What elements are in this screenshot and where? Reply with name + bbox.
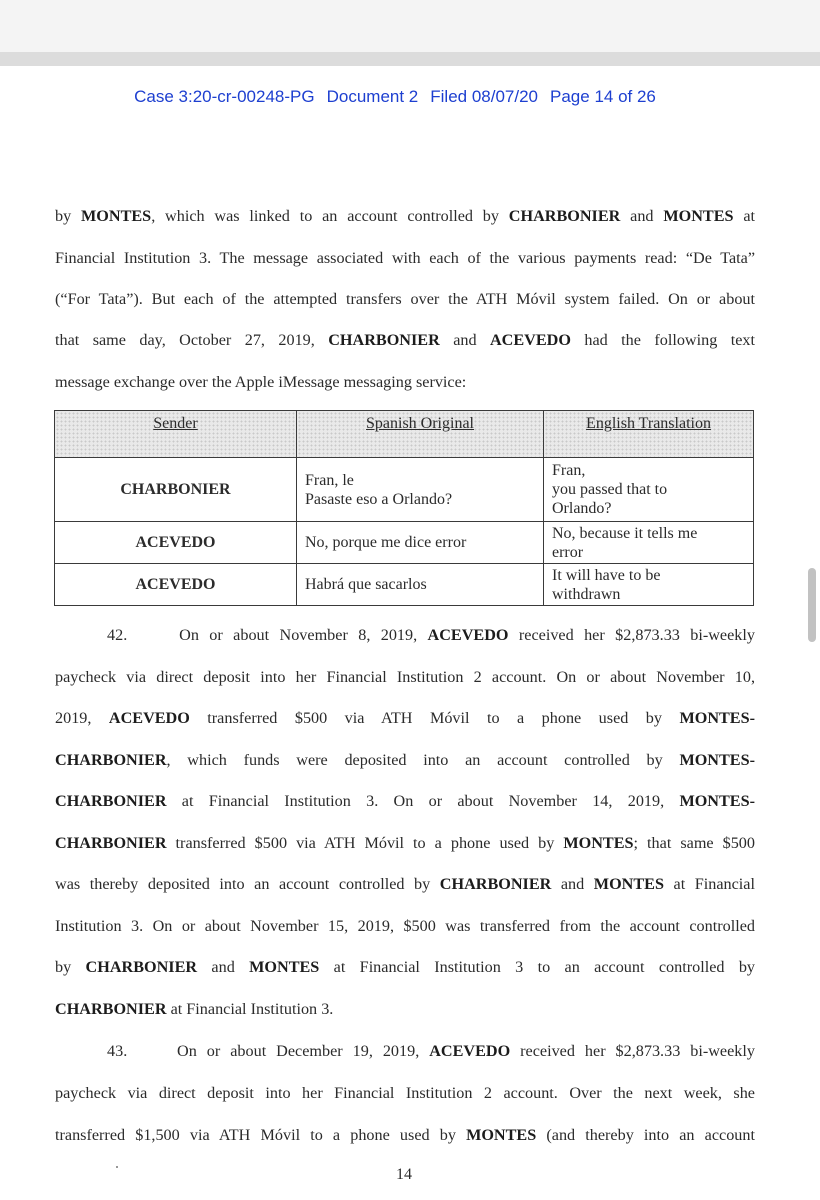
table-row — [55, 458, 754, 522]
row-english: It will have to be withdrawn — [544, 564, 754, 606]
para-42-line: 42. On or about November 8, 2019, ACEVEDO received her $2,873.33 bi-weekly — [107, 626, 755, 644]
row-sender: ACEVEDO — [55, 564, 297, 606]
para-42-line: CHARBONIER at Financial Institution 3. — [55, 1000, 334, 1018]
scrollbar-thumb[interactable] — [808, 568, 816, 642]
para-43-line: paycheck via direct deposit into her Financial Institution 2 account. Over the next week, she — [55, 1084, 755, 1102]
para-43-line: 43. On or about December 19, 2019, ACEVEDO received her $2,873.33 bi-weekly — [107, 1042, 755, 1060]
message-table — [54, 410, 754, 606]
page-count: Page 14 of 26 — [550, 87, 656, 106]
case-header — [0, 87, 790, 107]
viewer-divider — [0, 52, 820, 66]
row-sender: ACEVEDO — [55, 522, 297, 564]
viewer-top-bar — [0, 0, 820, 52]
para-42-line: Institution 3. On or about November 15, 2019, $500 was transferred from the account controlled — [55, 917, 755, 935]
table-row — [55, 564, 754, 606]
case-number: Case 3:20-cr-00248-PG — [134, 87, 315, 106]
row-spanish: Fran, le Pasaste eso a Orlando? — [297, 458, 544, 522]
para-42-line: CHARBONIER transferred $500 via ATH Móvil to a phone used by MONTES; that same $500 — [55, 834, 755, 852]
para-42-line: 2019, ACEVEDO transferred $500 via ATH Móvil to a phone used by MONTES- — [55, 709, 755, 727]
row-english: No, because it tells me error — [544, 522, 754, 564]
para-42-line: was thereby deposited into an account controlled by CHARBONIER and MONTES at Financial — [55, 875, 755, 893]
table-header-row — [55, 411, 754, 458]
table-row — [55, 522, 754, 564]
row-spanish: Habrá que sacarlos — [297, 564, 544, 606]
intro-line: (“For Tata”). But each of the attempted transfers over the ATH Móvil system failed. On or about — [55, 290, 755, 308]
filed-date: Filed 08/07/20 — [430, 87, 539, 106]
row-english: Fran, you passed that to Orlando? — [544, 458, 754, 522]
header-sender: Sender — [55, 411, 297, 458]
header-english: English Translation — [544, 411, 754, 458]
para-42-line: CHARBONIER at Financial Institution 3. On or about November 14, 2019, MONTES- — [55, 792, 755, 810]
para-43-line: transferred $1,500 via ATH Móvil to a phone used by MONTES (and thereby into an account — [55, 1126, 755, 1144]
page-number: 14 — [396, 1166, 412, 1183]
intro-line: message exchange over the Apple iMessage messaging service: — [55, 373, 467, 391]
intro-line: Financial Institution 3. The message associated with each of the various payments read: “De Tata” — [55, 249, 755, 267]
intro-line: by MONTES, which was linked to an account controlled by CHARBONIER and MONTES at — [55, 207, 755, 225]
para-42-line: by CHARBONIER and MONTES at Financial Institution 3 to an account controlled by — [55, 958, 755, 976]
document-number: Document 2 — [326, 87, 419, 106]
intro-line: that same day, October 27, 2019, CHARBONIER and ACEVEDO had the following text — [55, 331, 755, 349]
para-42-line: paycheck via direct deposit into her Financial Institution 2 account. On or about November 10, — [55, 668, 755, 686]
para-42-line: CHARBONIER, which funds were deposited into an account controlled by MONTES- — [55, 751, 755, 769]
row-spanish: No, porque me dice error — [297, 522, 544, 564]
header-spanish: Spanish Original — [297, 411, 544, 458]
row-sender: CHARBONIER — [55, 458, 297, 522]
